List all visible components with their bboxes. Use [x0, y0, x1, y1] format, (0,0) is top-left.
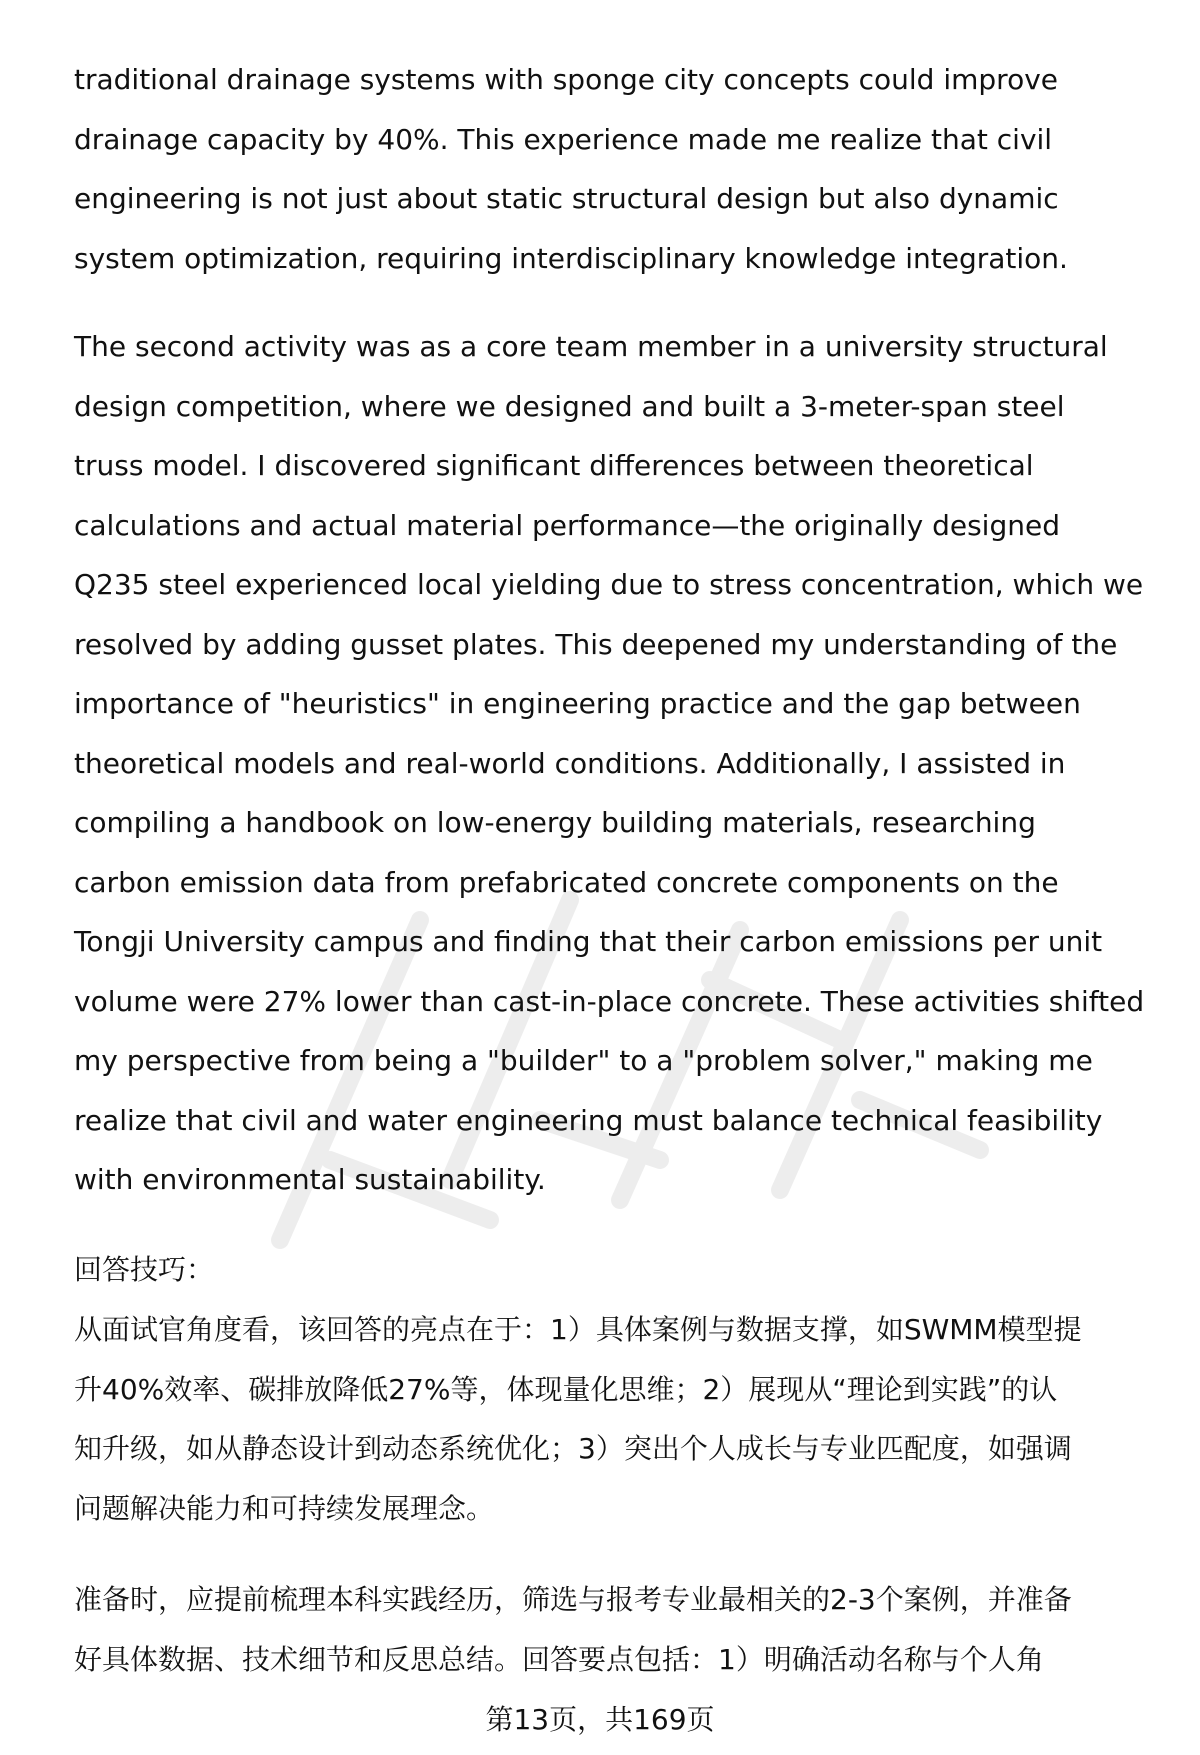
- tips-heading: [74, 1240, 1154, 1300]
- paragraph-line: truss model. I discovered significant differences between theoretical: [74, 449, 1034, 482]
- paragraph-line: importance of "heuristics" in engineering practice and the gap between: [74, 687, 1081, 720]
- page-number-footer: 第13页，共169页: [485, 1703, 715, 1736]
- paragraph-line: resolved by adding gusset plates. This deepened my understanding of the: [74, 627, 1118, 661]
- paragraph-line: volume were 27% lower than cast-in-place concrete. These activities shifted: [74, 984, 1145, 1018]
- paragraph-line: design competition, where we designed and built a 3-meter-span steel: [74, 389, 1065, 423]
- tips-paragraph: [74, 1300, 1154, 1538]
- paragraph-line: Tongji University campus and finding that their carbon emissions per unit: [74, 925, 1103, 958]
- paragraph-line: 升40%效率、碳排放降低27%等，体现量化思维；2）展现从“理论到实践”的认: [74, 1372, 1058, 1406]
- paragraph-line: traditional drainage systems with sponge city concepts could improve: [74, 63, 1058, 96]
- paragraph-line: 好具体数据、技术细节和反思总结。回答要点包括：1）明确活动名称与个人角: [74, 1642, 1044, 1676]
- paragraph-line: drainage capacity by 40%. This experience made me realize that civil: [74, 122, 1053, 156]
- paragraph-line: 准备时，应提前梳理本科实践经历，筛选与报考专业最相关的2-3个案例，并准备: [74, 1583, 1072, 1616]
- paragraph-line: with environmental sustainability.: [74, 1163, 546, 1196]
- paragraph-line: 从面试官角度看，该回答的亮点在于：1）具体案例与数据支撑，如SWMM模型提: [74, 1313, 1082, 1346]
- paragraph-line: system optimization, requiring interdisciplinary knowledge integration.: [74, 241, 1068, 275]
- paragraph-line: Q235 steel experienced local yielding due to stress concentration, which we: [74, 568, 1144, 601]
- preparation-paragraph: [74, 1570, 1154, 1689]
- paragraph-line: carbon emission data from prefabricated concrete components on the: [74, 865, 1059, 899]
- paragraph-line: realize that civil and water engineering must balance technical feasibility: [74, 1103, 1103, 1137]
- paragraph-line: engineering is not just about static structural design but also dynamic: [74, 182, 1059, 215]
- body-paragraph-2: [74, 317, 1154, 1210]
- paragraph-line: 知升级，如从静态设计到动态系统优化；3）突出个人成长与专业匹配度，如强调: [74, 1432, 1072, 1465]
- paragraph-line: compiling a handbook on low-energy building materials, researching: [74, 806, 1036, 839]
- paragraph-line: my perspective from being a "builder" to a "problem solver," making me: [74, 1044, 1093, 1077]
- section-heading: 回答技巧：: [74, 1253, 215, 1286]
- paragraph-line: theoretical models and real-world conditions. Additionally, I assisted in: [74, 746, 1066, 780]
- paragraph-line: 问题解决能力和可持续发展理念。: [74, 1491, 495, 1525]
- body-paragraph-1: [74, 50, 1154, 288]
- paragraph-line: The second activity was as a core team member in a university structural: [74, 330, 1108, 363]
- paragraph-line: calculations and actual material performance—the originally designed: [74, 508, 1060, 542]
